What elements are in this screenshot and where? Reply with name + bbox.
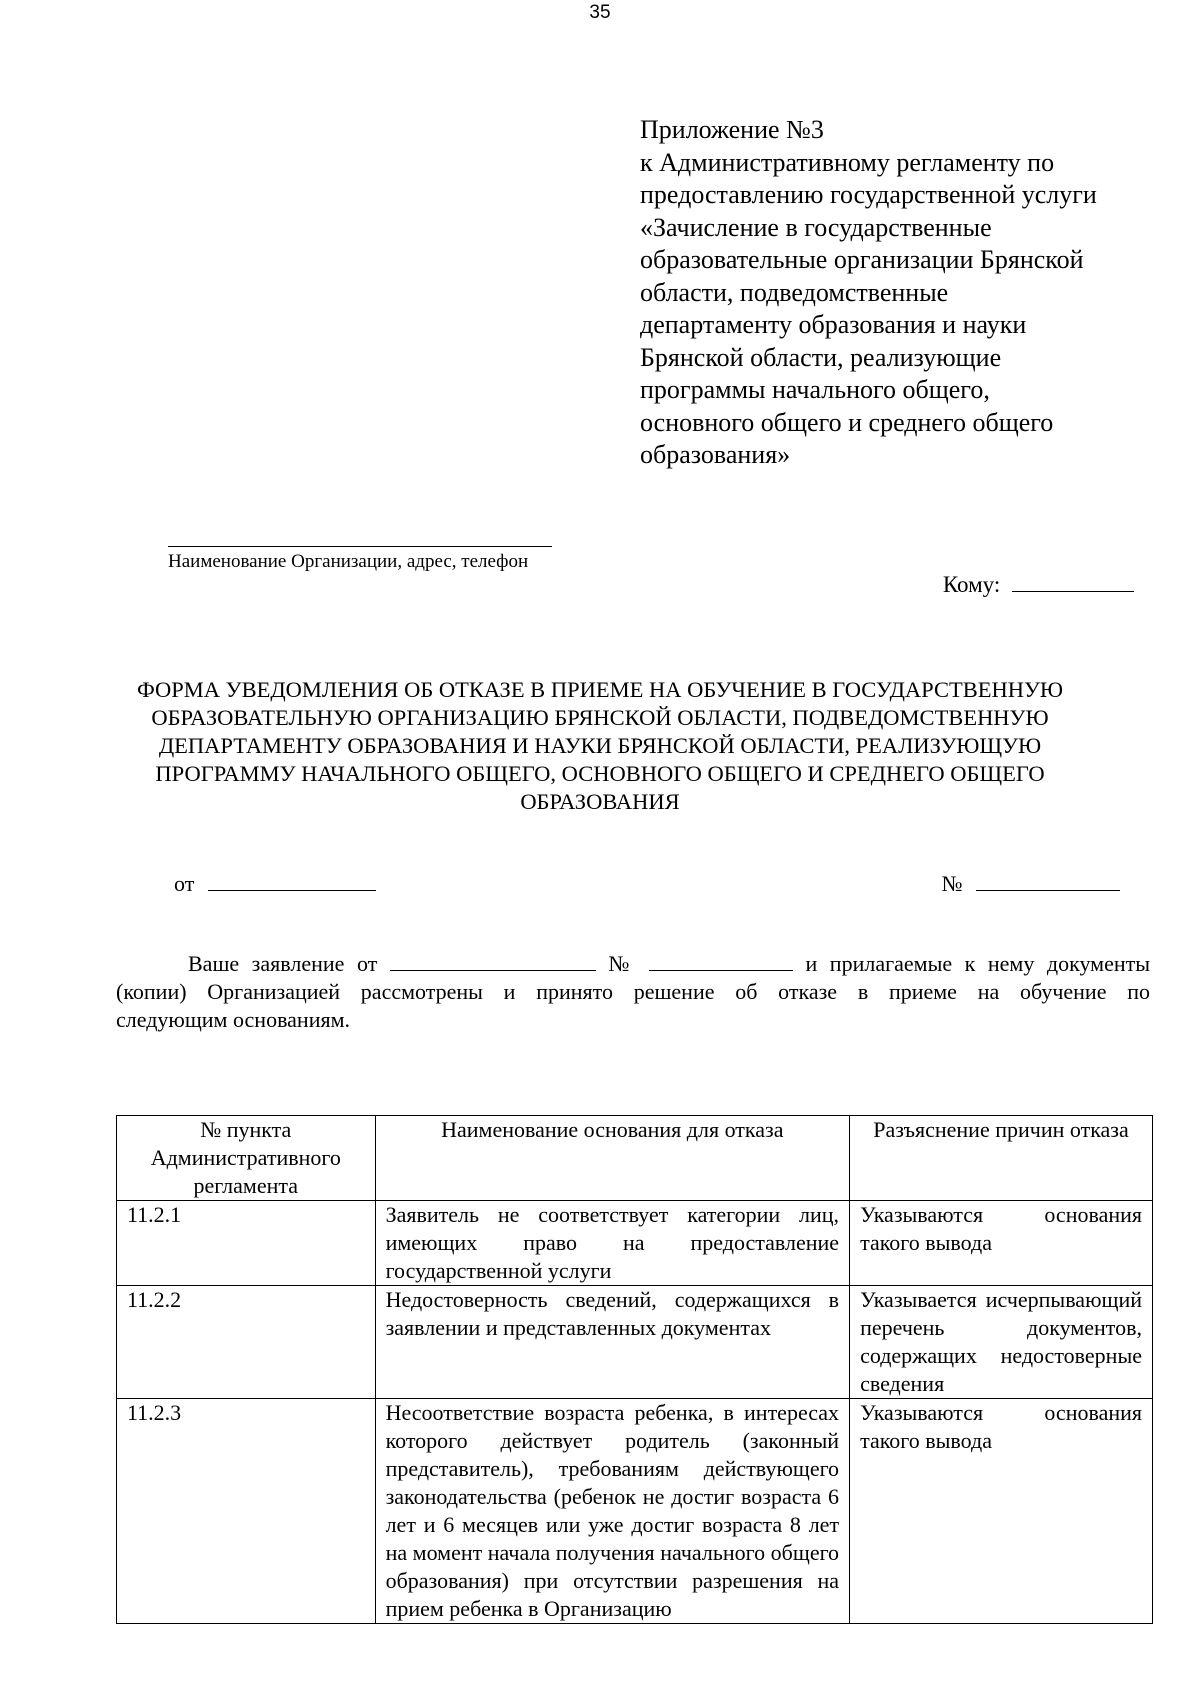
cell-reason: Несоответствие возраста ребенка, в интересах которого действует родитель (законный представитель), требованиям действующего законодательства (ребенок не достиг возраста 6 лет и 6 месяцев или уже достиг возраста 8 лет на момент начала получения начального общего образования) при отсутствии разрешения на прием ребенка в Организацию <box>375 1399 849 1624</box>
appendix-line: к Административному регламенту по <box>640 147 1055 177</box>
appendix-line: области, подведомственные <box>640 277 949 307</box>
table-row <box>117 1399 1153 1624</box>
recipient-label: Кому: <box>942 572 1001 597</box>
appendix-line: образовательные организации Брянской <box>640 245 1084 274</box>
cell-item-number: 11.2.1 <box>117 1201 376 1286</box>
body-line-2: (копии) Организацией рассмотрены и принято решение об отказе в приеме на обучение по <box>116 979 1150 1004</box>
title-line: ФОРМА УВЕДОМЛЕНИЯ ОБ ОТКАЗЕ В ПРИЕМЕ НА ОБУЧЕНИЕ В ГОСУДАРСТВЕННУЮ <box>136 677 1064 702</box>
body-line-3: следующим основаниям. <box>116 1007 351 1032</box>
notification-body <box>116 950 1150 1034</box>
appendix-line: «Зачисление в государственные <box>640 212 992 242</box>
appendix-line: департаменту образования и науки <box>640 310 1027 339</box>
body-text-part: и прилагаемые к нему документы <box>805 951 1151 976</box>
table-header-row <box>117 1116 1153 1201</box>
number-field <box>942 871 1121 897</box>
application-date-blank <box>390 969 596 971</box>
table-row <box>117 1201 1153 1286</box>
title-line: ДЕПАРТАМЕНТУ ОБРАЗОВАНИЯ И НАУКИ БРЯНСКОЙ ОБЛАСТИ, РЕАЛИЗУЮЩУЮ <box>158 733 1042 758</box>
title-line: ОБРАЗОВАТЕЛЬНУЮ ОРГАНИЗАЦИЮ БРЯНСКОЙ ОБЛАСТИ, ПОДВЕДОМСТВЕННУЮ <box>151 705 1049 730</box>
body-line-1 <box>116 950 1150 978</box>
appendix-line: предоставлению государственной услуги <box>640 180 1097 209</box>
body-text-part: Ваше заявление от <box>188 951 378 976</box>
organization-caption: Наименование Организации, адрес, телефон <box>168 551 529 572</box>
date-label: от <box>174 871 195 896</box>
cell-item-number: 11.2.3 <box>117 1399 376 1624</box>
cell-explanation: Указываются основания такого вывода <box>850 1201 1153 1286</box>
title-line: ОБРАЗОВАНИЯ <box>520 789 680 814</box>
cell-reason: Заявитель не соответствует категории лиц, имеющих право на предоставление государственной услуги <box>375 1201 849 1286</box>
organization-blank-line <box>168 546 552 547</box>
number-label: № <box>941 871 963 896</box>
appendix-line: Приложение №3 <box>640 115 824 144</box>
cell-explanation: Указываются основания такого вывода <box>850 1399 1153 1624</box>
refusal-reasons-table <box>116 1115 1153 1624</box>
appendix-line: Брянской области, реализующие <box>640 342 1002 372</box>
recipient-blank <box>1012 590 1134 592</box>
recipient-field <box>943 572 1134 598</box>
header-explanation: Разъяснение причин отказа <box>850 1116 1153 1201</box>
title-line: ПРОГРАММУ НАЧАЛЬНОГО ОБЩЕГО, ОСНОВНОГО ОБЩЕГО И СРЕДНЕГО ОБЩЕГО <box>155 761 1045 786</box>
header-reason: Наименование основания для отказа <box>375 1116 849 1201</box>
date-field <box>174 871 376 897</box>
form-title <box>100 676 1100 816</box>
page-number: 35 <box>589 2 611 23</box>
appendix-reference <box>640 114 1160 472</box>
appendix-line: образования» <box>640 440 791 469</box>
cell-explanation: Указывается исчерпывающий перечень документов, содержащих недостоверные сведения <box>850 1286 1153 1399</box>
date-blank <box>208 889 376 891</box>
table-row <box>117 1286 1153 1399</box>
application-number-blank <box>649 969 793 971</box>
cell-reason: Недостоверность сведений, содержащихся в заявлении и представленных документах <box>375 1286 849 1399</box>
header-item-number: № пункта Административного регламента <box>117 1116 376 1201</box>
appendix-line: программы начального общего, <box>640 375 990 404</box>
appendix-line: основного общего и среднего общего <box>640 407 1054 437</box>
cell-item-number: 11.2.2 <box>117 1286 376 1399</box>
number-blank <box>976 889 1120 891</box>
body-text-part: № <box>608 951 637 976</box>
